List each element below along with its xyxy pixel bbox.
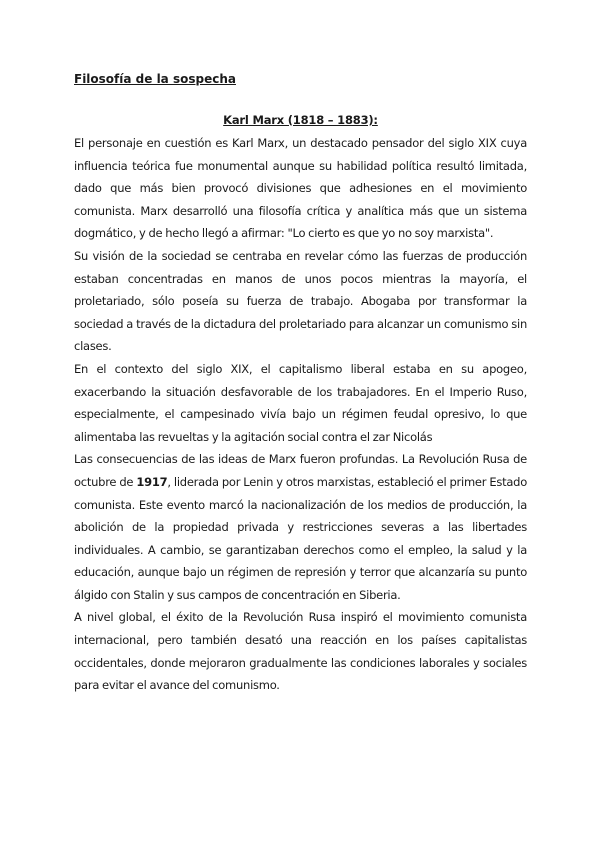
- document-page: [74, 70, 527, 697]
- paragraph-vision: Su visión de la sociedad se centraba en revelar cómo las fuerzas de producción estaban concentradas en manos de unos pocos mientras la mayoría, el proletariado, sólo poseía su fuerza de trabajo. Abogaba por transformar la sociedad a través de la dictadura del proletariado para alcanzar un comunismo sin clases.: [74, 248, 527, 354]
- document-title: Filosofía de la sospecha: [74, 72, 236, 86]
- section-heading: Karl Marx (1818 – 1883):: [223, 113, 378, 127]
- year-1917: 1917: [136, 474, 168, 489]
- paragraph-intro: El personaje en cuestión es Karl Marx, un destacado pensador del siglo XIX cuya influencia teórica fue monumental aunque su habilidad política resultó limitada, dado que más bien provocó divisiones que adhesiones en el movimiento comunista. Marx desarrolló una filosofía crítica y analítica más que un sistema dogmático, y de hecho llegó a afirmar: "Lo cierto es que yo no soy marxista".: [74, 136, 527, 241]
- paragraph-consequences-part-2: , liderada por Lenin y otros marxistas, estableció el primer Estado comunista. Este evento marcó la nacionalización de los medios de producción, la abolición de la propiedad privada y restricciones severas a las libertades individuales. A cambio, se garantizaban derechos como el empleo, la salud y la educación, aunque bajo un régimen de represión y terror que alcanzaría su punto álgido con Stalin y sus campos de concentración en Siberia.: [74, 474, 527, 602]
- paragraph-context: En el contexto del siglo XIX, el capitalismo liberal estaba en su apogeo, exacerbando la situación desfavorable de los trabajadores. En el Imperio Ruso, especialmente, el campesinado vivía bajo un régimen feudal opresivo, lo que alimentaba las revueltas y la agitación social contra el zar Nicolás: [74, 361, 527, 444]
- paragraph-global: A nivel global, el éxito de la Revolución Rusa inspiró el movimiento comunista internacional, pero también desató una reacción en los países capitalistas occidentales, donde mejoraron gradualmente las condiciones laborales y sociales para evitar el avance del comunismo.: [74, 610, 527, 693]
- paragraph-consequences: [74, 448, 527, 606]
- paragraph-consequences-part-1: Las consecuencias de las ideas de Marx fueron profundas. La Revolución Rusa de octubre de: [74, 452, 527, 489]
